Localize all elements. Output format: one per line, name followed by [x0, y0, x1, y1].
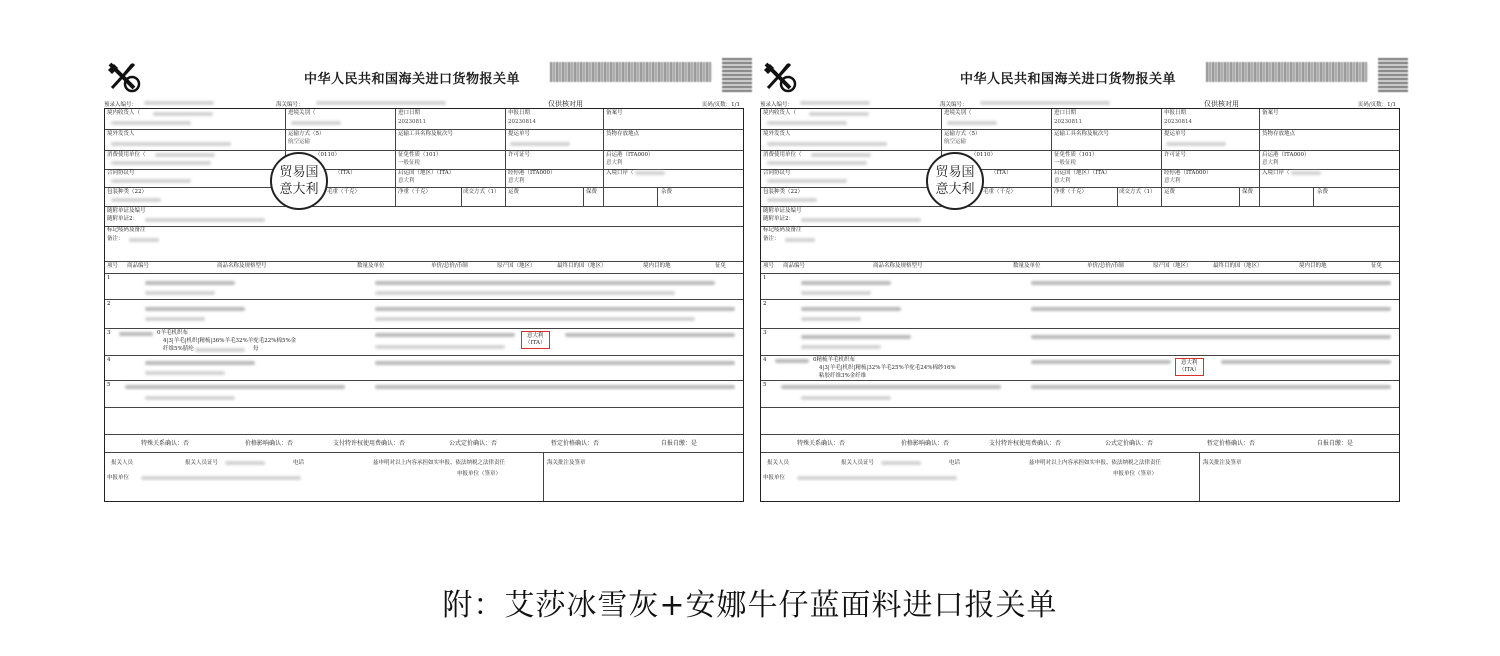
contract-label: 合同协议号 — [763, 170, 791, 176]
declare-unit-label: 申报单位 — [107, 475, 130, 481]
legal-statement: 兹申明对以上内容承担如实申报、依法纳税之法律责任 — [1029, 460, 1162, 466]
tax-value: 一般征税 — [398, 160, 421, 166]
consumer-label: 消费使用单位（ — [763, 152, 802, 158]
freight-label: 运费 — [508, 189, 520, 195]
col-domestic-dest: 境内目的地 — [1299, 263, 1327, 269]
page-count: 页码/页数：1/1 — [1357, 102, 1396, 108]
import-date: 20230811 — [1054, 119, 1082, 125]
customs-declaration-right — [760, 56, 1400, 502]
special-relation-confirm: 特殊关系确认：否 — [797, 440, 846, 447]
goods-unit: 每 — [253, 346, 259, 352]
import-date-label: 进口日期 — [1054, 110, 1077, 116]
col-origin: 原产国（地区） — [1153, 263, 1192, 269]
declare-unit-seal: 申报单位（签章） — [457, 471, 502, 477]
col-domestic-dest: 境内目的地 — [643, 263, 671, 269]
docs-label: 随附单证及编号 — [763, 208, 802, 214]
origin-highlight: 意大利 （ITA） — [1175, 358, 1204, 376]
legal-statement: 兹申明对以上内容承担如实申报、依法纳税之法律责任 — [373, 460, 506, 466]
tax-label: 征免性质（101） — [1054, 152, 1098, 158]
origin-highlight: 意大利 （ITA） — [521, 331, 550, 349]
marks-label: 标记唛码及备注 — [763, 227, 802, 233]
preentry-no-label: 预录入编号： — [760, 102, 794, 108]
col-quantity: 数量及单位 — [1013, 263, 1041, 269]
origin-country-value: 意大利 — [398, 178, 415, 184]
form-title: 中华人民共和国海关进口货物报关单 — [304, 72, 521, 87]
conveyance-label: 运输工具名称及航次号 — [1054, 131, 1110, 137]
supervision-code: （0110） — [315, 152, 340, 158]
col-hs-code: 商品编号 — [127, 263, 150, 269]
entry-customs-label: 进境关别（ — [944, 110, 972, 116]
overseas-shipper-label: 境外发货人 — [107, 131, 135, 137]
phone-label: 电话 — [293, 460, 305, 466]
declare-date-label: 申报日期 — [1164, 110, 1187, 116]
declare-date: 20230814 — [508, 119, 536, 125]
freight-label: 运费 — [1164, 189, 1176, 195]
origin-country-value: 意大利 — [1054, 178, 1071, 184]
origin-country-label: 启运国（地区）（ITA） — [398, 170, 455, 176]
remarks-label: 备注： — [763, 236, 780, 242]
port-value: 意大利 — [1262, 160, 1279, 166]
customs-no-label: 海关编号： — [276, 102, 304, 108]
via-port-label: 经停港（ITA000） — [1164, 170, 1212, 176]
inspection-label: 仅供核对用 — [548, 100, 583, 108]
col-price: 单价/总价/币制 — [431, 263, 468, 269]
docs-value: 随附单证2： — [763, 216, 794, 222]
insurance-label: 保费 — [586, 189, 598, 195]
self-pay-confirm: 自报自缴：是 — [1317, 440, 1354, 447]
trade-country-code: （ITA） — [991, 170, 1012, 176]
customs-emblem-icon — [104, 60, 144, 94]
declarant-label: 报关人员 — [111, 460, 134, 466]
bill-no-label: 提运单号 — [508, 131, 531, 137]
customs-note-label: 海关批注及签章 — [547, 460, 586, 466]
goods-name-line1: 0精梳羊毛机织布 — [813, 357, 855, 363]
port-label: 启运港（ITA000） — [606, 152, 654, 158]
formula-price-confirm: 公式定价确认：否 — [449, 440, 498, 447]
package-label: 包装种类（22） — [763, 189, 803, 195]
remarks-label: 备注： — [107, 236, 124, 242]
royalty-confirm: 支付特许权使用费确认：否 — [989, 440, 1062, 447]
deal-mode-label: 成交方式（1） — [1119, 189, 1156, 195]
phone-label: 电话 — [949, 460, 961, 466]
goods-name-line3: 纤维5%腈纶 — [163, 346, 194, 352]
net-weight-label: 净重（千克） — [1054, 189, 1088, 195]
col-goods-name: 商品名称及规格型号 — [217, 263, 267, 269]
goods-name-line2: 4|3|羊毛|机织|精梳|32%羊毛25%羊驼毛24%棉纱16% — [819, 365, 956, 371]
transport-value: 航空运输 — [288, 139, 311, 145]
declare-date-label: 申报日期 — [508, 110, 531, 116]
col-destination: 最终目的国（地区） — [1213, 263, 1263, 269]
declaration-grid — [760, 108, 1400, 502]
goods-name-line2: 4|3|羊毛|机织|精梳|36%羊毛32%羊驼毛22%棉5%金 — [163, 338, 297, 344]
formula-price-confirm: 公式定价确认：否 — [1105, 440, 1154, 447]
goods-row-no: 1 — [107, 275, 111, 281]
col-tax-mode: 征免 — [715, 263, 727, 269]
misc-fee-label: 杂费 — [661, 189, 673, 195]
goods-row-no: 4 — [763, 357, 767, 363]
entry-customs-label: 进境关别（ — [288, 110, 316, 116]
barcode — [550, 62, 712, 82]
declarant-cert-label: 报关人员证号 — [185, 460, 219, 466]
col-price: 单价/总价/币制 — [1087, 263, 1124, 269]
docs-value: 随附单证2： — [107, 216, 138, 222]
port-value: 意大利 — [606, 160, 623, 166]
supervision-code: （0110） — [971, 152, 996, 158]
customs-no-label: 海关编号： — [940, 102, 968, 108]
via-port-label: 经停港（ITA000） — [508, 170, 556, 176]
customs-emblem-icon — [760, 60, 800, 94]
customs-declaration-left — [104, 56, 744, 502]
gross-weight-label: 毛重（千克） — [327, 189, 361, 195]
inspection-label: 仅供核对用 — [1204, 100, 1239, 108]
transport-label: 运输方式（5） — [288, 131, 325, 137]
goods-row-no: 4 — [107, 357, 111, 363]
conveyance-label: 运输工具名称及航次号 — [398, 131, 454, 137]
record-no-label: 备案号 — [606, 110, 623, 116]
goods-name-line3: 粘胶纤维3%金纤维 — [819, 373, 867, 379]
marks-label: 标记唛码及备注 — [107, 227, 146, 233]
provisional-price-confirm: 暂定价格确认：否 — [1207, 440, 1256, 447]
consignee-label: 境内收货人（ — [763, 110, 797, 116]
goods-row-no: 5 — [107, 382, 111, 388]
overseas-shipper-label: 境外发货人 — [763, 131, 791, 137]
declare-unit-label: 申报单位 — [763, 475, 786, 481]
license-label: 许可证号 — [508, 152, 531, 158]
contract-label: 合同协议号 — [107, 170, 135, 176]
misc-fee-label: 杂费 — [1317, 189, 1329, 195]
port-label: 启运港（ITA000） — [1262, 152, 1310, 158]
via-port-value: 意大利 — [508, 178, 525, 184]
col-origin: 原产国（地区） — [497, 263, 536, 269]
trade-country-stamp: 贸易国 意大利 — [926, 152, 984, 210]
page-count: 页码/页数：1/1 — [701, 102, 740, 108]
consumer-label: 消费使用单位（ — [107, 152, 146, 158]
goods-row-no: 3 — [107, 330, 111, 336]
import-date-label: 进口日期 — [398, 110, 421, 116]
provisional-price-confirm: 暂定价格确认：否 — [551, 440, 600, 447]
consignee-label: 境内收货人（ — [107, 110, 141, 116]
via-port-value: 意大利 — [1164, 178, 1181, 184]
origin-country-label: 启运国（地区）（ITA） — [1054, 170, 1111, 176]
license-label: 许可证号 — [1164, 152, 1187, 158]
form-title: 中华人民共和国海关进口货物报关单 — [960, 72, 1177, 87]
goods-row-no: 1 — [763, 275, 767, 281]
declarant-label: 报关人员 — [767, 460, 790, 466]
import-date: 20230811 — [398, 119, 426, 125]
price-impact-confirm: 价格影响确认：否 — [245, 440, 294, 447]
transport-label: 运输方式（5） — [944, 131, 981, 137]
tax-value: 一般征税 — [1054, 160, 1077, 166]
col-item-no: 项号 — [107, 263, 119, 269]
declarant-cert-label: 报关人员证号 — [841, 460, 875, 466]
customs-note-label: 海关批注及签章 — [1203, 460, 1242, 466]
col-item-no: 项号 — [763, 263, 775, 269]
tax-label: 征免性质（101） — [398, 152, 442, 158]
goods-name-line1: 0羊毛机织布 — [157, 330, 188, 336]
storage-label: 货物存放地点 — [1262, 131, 1296, 137]
price-impact-confirm: 价格影响确认：否 — [901, 440, 950, 447]
entry-port-label: 入境口岸（ — [606, 170, 634, 176]
trade-country-stamp: 贸易国 意大利 — [270, 152, 328, 210]
barcode — [1206, 62, 1368, 82]
goods-row-no: 3 — [763, 330, 767, 336]
qr-code — [722, 58, 752, 92]
record-no-label: 备案号 — [1262, 110, 1279, 116]
storage-label: 货物存放地点 — [606, 131, 640, 137]
docs-label: 随附单证及编号 — [107, 208, 146, 214]
bill-no-label: 提运单号 — [1164, 131, 1187, 137]
col-hs-code: 商品编号 — [783, 263, 806, 269]
declare-date: 20230814 — [1164, 119, 1192, 125]
col-goods-name: 商品名称及规格型号 — [873, 263, 923, 269]
goods-row-no: 2 — [763, 301, 767, 307]
trade-country-code: （ITA） — [335, 170, 356, 176]
entry-port-label: 入境口岸（ — [1262, 170, 1290, 176]
gross-weight-label: 毛重（千克） — [983, 189, 1017, 195]
preentry-no-label: 预录入编号： — [104, 102, 138, 108]
self-pay-confirm: 自报自缴：是 — [661, 440, 698, 447]
col-quantity: 数量及单位 — [357, 263, 385, 269]
declaration-grid — [104, 108, 744, 502]
goods-row-no: 2 — [107, 301, 111, 307]
deal-mode-label: 成交方式（1） — [463, 189, 500, 195]
special-relation-confirm: 特殊关系确认：否 — [141, 440, 190, 447]
package-label: 包装种类（22） — [107, 189, 147, 195]
declare-unit-seal: 申报单位（签章） — [1113, 471, 1158, 477]
qr-code — [1378, 58, 1408, 92]
royalty-confirm: 支付特许权使用费确认：否 — [333, 440, 406, 447]
insurance-label: 保费 — [1242, 189, 1254, 195]
col-tax-mode: 征免 — [1371, 263, 1383, 269]
goods-row-no: 5 — [763, 382, 767, 388]
transport-value: 航空运输 — [944, 139, 967, 145]
col-destination: 最终目的国（地区） — [557, 263, 607, 269]
page-caption: 附：艾莎冰雪灰+安娜牛仔蓝面料进口报关单 — [442, 588, 1058, 623]
net-weight-label: 净重（千克） — [398, 189, 432, 195]
